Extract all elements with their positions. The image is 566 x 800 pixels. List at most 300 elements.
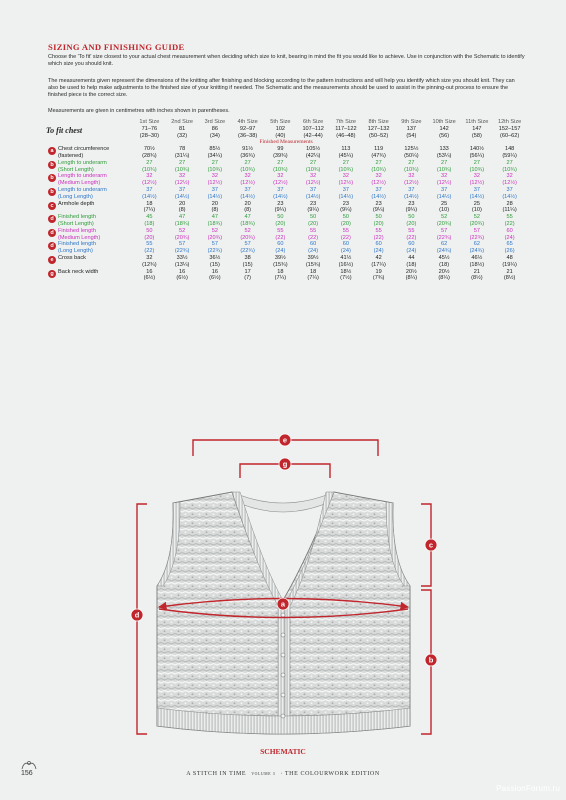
measurement-value [428, 173, 461, 187]
measurement-value [330, 146, 363, 160]
measurement-value [362, 201, 395, 215]
value-cm: 46½ [471, 254, 483, 261]
measurement-value [133, 228, 166, 242]
value-in: (10¾) [142, 166, 157, 173]
measurement-value [231, 214, 264, 228]
value-cm: 78 [179, 146, 186, 153]
measurement-value [362, 214, 395, 228]
value-in: (14½) [305, 193, 321, 200]
measurement-value [264, 160, 297, 174]
value-in: (7) [244, 275, 252, 282]
value-cm: 37 [179, 186, 186, 193]
value-in: (22¾) [174, 248, 190, 255]
size-heading: 9th Size [401, 119, 422, 125]
size-heading: 12th Size [497, 119, 522, 125]
measurement-marker: g [48, 270, 56, 278]
value-cm: 21 [473, 268, 480, 275]
value-in: (9¼) [307, 207, 319, 214]
measurements-table [46, 119, 526, 282]
value-in: (11¼) [502, 207, 517, 214]
measurement-value [330, 228, 363, 242]
measurement-value [297, 160, 330, 174]
label-line-1: Finished length [58, 227, 96, 234]
measurement-value [330, 241, 363, 255]
units-note: Measurements are given in centimetres with inches shown in parentheses. [48, 108, 230, 114]
value-in: (10¾) [502, 166, 517, 173]
value-cm: 32 [211, 173, 218, 180]
value-cm: 37 [277, 186, 284, 193]
value-cm: 60 [277, 241, 284, 248]
value-cm: 32 [473, 173, 480, 180]
fit-in: (36–38) [237, 132, 258, 139]
value-in: (10¾) [174, 166, 190, 173]
measurement-value [461, 228, 494, 242]
value-in: (9¼) [340, 207, 352, 214]
measurement-value [461, 173, 494, 187]
fit-chest-row [46, 126, 526, 140]
measurement-value [264, 146, 297, 160]
value-in: (12½) [502, 180, 517, 187]
fit-in: (54) [406, 132, 417, 139]
size-heading: 3rd Size [204, 119, 226, 125]
value-cm: 42 [375, 254, 382, 261]
value-in: (14½) [502, 193, 517, 200]
value-cm: 85½ [209, 146, 221, 153]
value-cm: 62 [473, 241, 480, 248]
measurement-value [199, 201, 232, 215]
value-cm: 38 [244, 254, 251, 261]
marker-letter: g [282, 459, 288, 469]
measurement-value [231, 228, 264, 242]
value-cm: 37 [441, 186, 448, 193]
value-in: (12½) [305, 180, 321, 187]
value-cm: 50 [310, 214, 317, 221]
measurement-value [395, 187, 428, 201]
value-in: (56¼) [469, 152, 485, 159]
measurement-value [493, 269, 526, 283]
value-in: (50¼) [404, 152, 419, 159]
value-in: (10¾) [240, 166, 255, 173]
value-in: (20) [340, 220, 351, 227]
measurement-value [461, 241, 494, 255]
measurement-value [264, 255, 297, 269]
fit-chest-value [264, 126, 297, 140]
value-in: (8) [211, 207, 219, 214]
value-in: (10¾) [404, 166, 419, 173]
fit-cm: 86 [211, 125, 218, 132]
measurement-value [199, 269, 232, 283]
value-in: (14½) [371, 193, 386, 200]
value-cm: 48 [506, 254, 513, 261]
measurement-label [58, 146, 133, 160]
measurement-value [362, 269, 395, 283]
value-in: (12½) [338, 180, 354, 187]
row-marker-cell [46, 214, 58, 228]
footer-separator: · [280, 771, 283, 777]
measurement-value [297, 173, 330, 187]
value-in: (18) [406, 261, 417, 268]
measurement-marker: b [48, 174, 56, 182]
value-cm: 52 [441, 214, 448, 221]
measurement-value [264, 228, 297, 242]
measurement-value [493, 160, 526, 174]
measurement-value [199, 255, 232, 269]
schematic-marker-e [279, 434, 291, 446]
value-in: (14½) [240, 193, 255, 200]
value-cm: 55 [342, 227, 349, 234]
value-in: (15) [242, 261, 253, 268]
measurement-value [231, 146, 264, 160]
value-in: (10¾) [338, 166, 354, 173]
measurement-value [199, 160, 232, 174]
fit-cm: 81 [179, 125, 186, 132]
value-in: (22¾) [207, 248, 223, 255]
measurement-value [231, 201, 264, 215]
value-in: (18¾) [174, 220, 190, 227]
fit-chest-value [461, 126, 494, 140]
measurement-row [46, 241, 526, 255]
measurement-row [46, 160, 526, 174]
value-cm: 45 [146, 214, 153, 221]
fit-in: (42–44) [303, 132, 323, 139]
value-cm: 52 [179, 227, 186, 234]
value-in: (8) [244, 207, 252, 214]
schematic-marker-g [279, 458, 291, 470]
value-in: (14½) [338, 193, 354, 200]
value-in: (6½) [176, 275, 188, 282]
value-cm: 52 [244, 227, 251, 234]
measurement-row [46, 228, 526, 242]
value-in: (12½) [174, 180, 190, 187]
measurement-value [297, 255, 330, 269]
fit-in: (58) [471, 132, 482, 139]
measurement-marker: c [48, 202, 56, 210]
measurement-value [133, 187, 166, 201]
header-blank [58, 119, 133, 126]
value-cm: 32 [146, 173, 153, 180]
section-row [46, 139, 526, 146]
value-cm: 23 [277, 200, 284, 207]
value-in: (24) [504, 234, 515, 241]
measurement-value [133, 160, 166, 174]
footer-book-title: A STITCH IN TIME [186, 771, 247, 777]
fit-chest-value [199, 126, 232, 140]
size-heading: 7th Size [335, 119, 356, 125]
fit-chest-value [133, 126, 166, 140]
measurements-paragraph: The measurements given represent the dimensions of the knitting after finishing and blocking according to the pattern instructions and will help you identify which size you should knit. They can also be used to help make adjustments to the finished size of your knitting if needed. The Schematic and the measurements should be used to assist in the pinning-out process to ensure the finished piece is the correct size. [48, 78, 515, 99]
value-in: (39¾) [273, 152, 288, 159]
value-cm: 55 [506, 214, 513, 221]
fit-cm: 127–132 [367, 125, 390, 132]
value-in: (8¼) [405, 275, 418, 282]
value-cm: 45½ [438, 254, 450, 261]
size-heading: 5th Size [270, 119, 291, 125]
value-in: (10¾) [371, 166, 386, 173]
measurement-value [395, 214, 428, 228]
schematic-title: SCHEMATIC [260, 747, 306, 756]
measurement-value [330, 269, 363, 283]
fit-chest-value [428, 126, 461, 140]
measurement-value [330, 255, 363, 269]
value-in: (34¼) [207, 152, 223, 159]
measurement-label [58, 173, 133, 187]
measurement-value [493, 241, 526, 255]
value-cm: 37 [473, 186, 480, 193]
measurement-marker: d [48, 242, 56, 250]
value-cm: 41½ [340, 254, 352, 261]
value-cm: 27 [211, 159, 218, 166]
value-in: (12½) [240, 180, 255, 187]
footer-volume: VOLUME 3 [251, 772, 276, 776]
measurement-value [330, 214, 363, 228]
value-in: (14½) [469, 193, 485, 200]
measurement-value [297, 241, 330, 255]
measurement-label [58, 255, 133, 269]
measurement-value [133, 173, 166, 187]
label-line-1: Length to underarm [58, 186, 107, 193]
value-cm: 47 [211, 214, 218, 221]
value-cm: 33½ [176, 254, 188, 261]
measurement-value [231, 255, 264, 269]
fit-in: (60–62) [499, 132, 520, 139]
value-cm: 20 [244, 200, 251, 207]
fit-in: (56) [439, 132, 450, 139]
measurement-value [166, 146, 199, 160]
value-in: (12½) [273, 180, 288, 187]
label-line-1: Length to underarm [58, 173, 107, 180]
measurement-value [264, 173, 297, 187]
label-line-2: (Long Length) [58, 248, 93, 255]
fit-in: (46–48) [336, 132, 356, 139]
fit-cm: 107–112 [302, 125, 324, 132]
value-in: (22) [340, 234, 351, 241]
measurement-value [330, 187, 363, 201]
value-cm: 23 [310, 200, 317, 207]
measurement-value [231, 173, 264, 187]
value-cm: 32 [179, 173, 186, 180]
value-cm: 27 [310, 159, 317, 166]
label-line-2: (fastened) [58, 152, 84, 159]
value-in: (16½) [338, 261, 354, 268]
measurement-value [166, 173, 199, 187]
page-title: SIZING AND FINISHING GUIDE [48, 42, 185, 52]
value-cm: 16 [211, 268, 218, 275]
fit-chest-value [231, 126, 264, 140]
measurement-value [133, 241, 166, 255]
value-cm: 62 [441, 241, 448, 248]
measurement-value [264, 214, 297, 228]
measurement-value [461, 146, 494, 160]
measurement-value [199, 173, 232, 187]
value-cm: 27 [179, 159, 186, 166]
value-cm: 20 [211, 200, 218, 207]
label-line-1: Length to underarm [58, 159, 107, 166]
measurement-value [297, 146, 330, 160]
value-cm: 27 [473, 159, 480, 166]
measurement-value [297, 269, 330, 283]
measurement-value [231, 241, 264, 255]
value-in: (22¾) [436, 234, 452, 241]
measurement-value [231, 160, 264, 174]
value-cm: 140½ [469, 146, 484, 153]
measurement-value [395, 228, 428, 242]
measurement-value [428, 269, 461, 283]
value-in: (15¾) [305, 261, 321, 268]
value-cm: 27 [375, 159, 382, 166]
measurement-value [395, 269, 428, 283]
footer [0, 771, 566, 777]
value-cm: 50 [375, 214, 382, 221]
marker-letter: b [428, 655, 434, 665]
fit-cm: 152–157 [498, 125, 521, 132]
measurement-value [461, 160, 494, 174]
value-cm: 55 [146, 241, 153, 248]
value-cm: 91½ [242, 146, 254, 153]
measurement-value [330, 201, 363, 215]
value-in: (20¾) [436, 220, 452, 227]
value-in: (53¼) [436, 152, 452, 159]
value-in: (42¼) [305, 152, 321, 159]
value-cm: 16 [146, 268, 153, 275]
measurement-value [461, 201, 494, 215]
value-in: (20) [373, 220, 384, 227]
value-in: (15¾) [273, 261, 288, 268]
measurement-value [199, 214, 232, 228]
fit-cm: 102 [275, 125, 286, 132]
fit-in: (28–30) [139, 132, 160, 139]
watermark: PassionForum.ru [496, 784, 560, 793]
value-cm: 20 [179, 200, 186, 207]
measurement-value [428, 187, 461, 201]
measurement-value [428, 146, 461, 160]
value-cm: 37 [310, 186, 317, 193]
measurement-value [231, 187, 264, 201]
measurement-value [166, 228, 199, 242]
row-marker-cell [46, 160, 58, 174]
value-cm: 18½ [340, 268, 352, 275]
value-cm: 18 [310, 268, 317, 275]
value-in: (12½) [371, 180, 386, 187]
measurement-value [362, 255, 395, 269]
schematic-marker-b [425, 654, 437, 666]
value-cm: 37 [375, 186, 382, 193]
value-in: (12¾) [142, 261, 157, 268]
value-in: (12½) [142, 180, 157, 187]
measurement-value [297, 187, 330, 201]
measurement-label [58, 228, 133, 242]
measurement-value [330, 173, 363, 187]
measurement-label [58, 160, 133, 174]
value-in: (10¾) [469, 166, 485, 173]
fit-cm: 117–122 [335, 125, 357, 132]
measurement-value [428, 201, 461, 215]
value-cm: 57 [473, 227, 480, 234]
value-in: (14½) [273, 193, 288, 200]
measurement-marker: d [48, 229, 56, 237]
value-cm: 36½ [209, 254, 221, 261]
value-in: (22) [406, 234, 417, 241]
value-in: (24) [275, 248, 286, 255]
value-in: (18¾) [207, 220, 223, 227]
measurement-value [297, 214, 330, 228]
value-in: (20¾) [207, 234, 223, 241]
size-heading: 1st Size [139, 119, 160, 125]
value-cm: 32 [441, 173, 448, 180]
value-in: (7½) [340, 275, 352, 282]
value-in: (28¾) [142, 152, 157, 159]
fit-cm: 92–97 [239, 125, 256, 132]
value-cm: 32 [277, 173, 284, 180]
value-cm: 23 [375, 200, 382, 207]
value-cm: 37 [342, 186, 349, 193]
measurement-row [46, 187, 526, 201]
value-in: (22) [275, 234, 286, 241]
value-in: (8¼) [438, 275, 450, 282]
measurement-value [297, 201, 330, 215]
value-cm: 27 [244, 159, 251, 166]
measurement-value [362, 241, 395, 255]
value-cm: 18 [146, 200, 153, 207]
measurement-label [58, 241, 133, 255]
value-in: (24) [373, 248, 384, 255]
fit-in: (50–52) [368, 132, 389, 139]
measurement-value [493, 255, 526, 269]
measurement-value [493, 201, 526, 215]
value-cm: 47 [179, 214, 186, 221]
value-in: (9¼) [274, 207, 287, 214]
fit-chest-value [362, 126, 395, 140]
value-cm: 37 [408, 186, 415, 193]
measurement-marker: a [48, 147, 56, 155]
value-cm: 37 [146, 186, 153, 193]
value-cm: 21 [506, 268, 513, 275]
value-in: (18½) [469, 261, 485, 268]
measurement-value [461, 255, 494, 269]
measurement-value [133, 214, 166, 228]
label-line-1: Cross back [58, 254, 86, 261]
measurement-value [428, 160, 461, 174]
measurement-value [231, 269, 264, 283]
value-cm: 60 [342, 241, 349, 248]
value-in: (15) [209, 261, 220, 268]
label-line-1: Back neck width [58, 268, 99, 275]
value-cm: 113 [341, 146, 351, 153]
value-cm: 50 [146, 227, 153, 234]
value-in: (12½) [404, 180, 419, 187]
value-cm: 19 [375, 268, 382, 275]
row-marker-cell [46, 255, 58, 269]
value-cm: 70½ [143, 146, 155, 153]
value-in: (13¼) [174, 261, 190, 268]
value-in: (22) [504, 220, 515, 227]
value-in: (6½) [143, 275, 156, 282]
size-heading: 6th Size [303, 119, 324, 125]
measurement-value [166, 160, 199, 174]
measurement-value [493, 187, 526, 201]
measurement-value [362, 228, 395, 242]
fit-cm: 137 [406, 125, 417, 132]
measurement-value [166, 187, 199, 201]
measurement-marker: e [48, 256, 56, 264]
value-in: (20¾) [240, 234, 255, 241]
measurement-value [199, 146, 232, 160]
value-cm: 57 [211, 241, 218, 248]
fit-cm: 71–76 [141, 125, 158, 132]
row-marker-cell [46, 146, 58, 160]
value-cm: 57 [244, 241, 251, 248]
page-number: 156 [21, 770, 33, 777]
value-cm: 27 [342, 159, 349, 166]
